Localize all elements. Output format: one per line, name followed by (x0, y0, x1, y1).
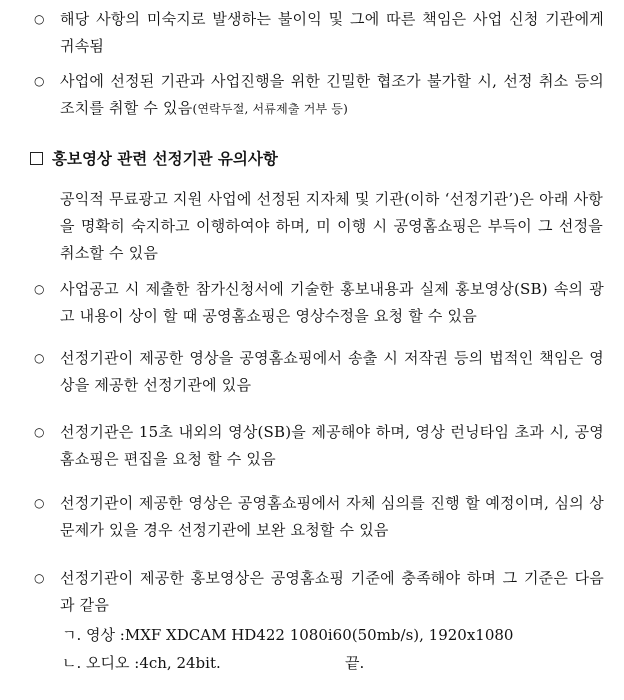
checkbox-square-icon (30, 152, 43, 165)
list-item-text: 해당 사항의 미숙지로 발생하는 불이익 및 그에 따른 책임은 사업 신청 기관에게 귀속됨 (60, 10, 604, 55)
list-item (34, 68, 604, 123)
bullet-marker: ○ (34, 74, 45, 88)
spec-value: 4ch, 24bit. (139, 654, 221, 672)
list-item-text: 선정기관이 제공한 영상을 공영홈쇼핑에서 송출 시 저작권 등의 법적인 책임은 영상을 제공한 선정기관에 있음 (60, 349, 604, 394)
bullet-marker: ○ (34, 282, 45, 296)
list-item (34, 490, 604, 544)
list-item (34, 276, 604, 330)
spec-label: ㄱ. 영상 : (62, 626, 125, 644)
bullet-marker: ○ (34, 571, 45, 585)
list-item-text: 선정기관이 제공한 홍보영상은 공영홈쇼핑 기준에 충족해야 하며 그 기준은 다음과 같음 (60, 569, 604, 614)
bullet-marker: ○ (34, 425, 45, 439)
spec-label: ㄴ. 오디오 : (62, 654, 140, 672)
section-heading (30, 148, 278, 170)
list-item-text: 선정기관은 15초 내외의 영상(SB)을 제공해야 하며, 영상 런닝타임 초과 시, 공영홈쇼핑은 편집을 요청 할 수 있음 (60, 423, 604, 468)
list-item-note: (연락두절, 서류제출 거부 등) (192, 102, 348, 116)
section-title: 홍보영상 관련 선정기관 유의사항 (52, 150, 278, 168)
bullet-marker: ○ (34, 12, 45, 26)
list-item-text: 사업공고 시 제출한 참가신청서에 기술한 홍보내용과 실제 홍보영상(SB) 속의 광고 내용이 상이 할 때 공영홈쇼핑은 영상수정을 요청 할 수 있음 (60, 280, 604, 325)
list-item (34, 565, 604, 619)
spec-value: MXF XDCAM HD422 1080i60(50mb/s), 1920x1080 (124, 626, 514, 644)
end-mark: 끝. (345, 654, 365, 672)
list-item (34, 419, 604, 473)
list-item-text: 선정기관이 제공한 영상은 공영홈쇼핑에서 자체 심의를 진행 할 예정이며, 심의 상 문제가 있을 경우 선정기관에 보완 요청할 수 있음 (60, 494, 604, 539)
list-item-text: 사업에 선정된 기관과 사업진행을 위한 긴밀한 협조가 불가할 시, 선정 취소 등의 조치를 취할 수 있음 (60, 72, 604, 117)
list-item-text-wrap (60, 68, 604, 123)
spec-item-audio (62, 651, 221, 675)
list-item (34, 6, 604, 60)
bullet-marker: ○ (34, 351, 45, 365)
list-item (34, 345, 604, 399)
section-intro: 공익적 무료광고 지원 사업에 선정된 지자체 및 기관(이하 ‘선정기관’)은 아래 사항을 명확히 숙지하고 이행하여야 하며, 미 이행 시 공영홈쇼핑은 부득이 그 선정을 취소할 수 있음 (60, 190, 603, 262)
bullet-marker: ○ (34, 496, 45, 510)
spec-item-video (62, 623, 513, 647)
